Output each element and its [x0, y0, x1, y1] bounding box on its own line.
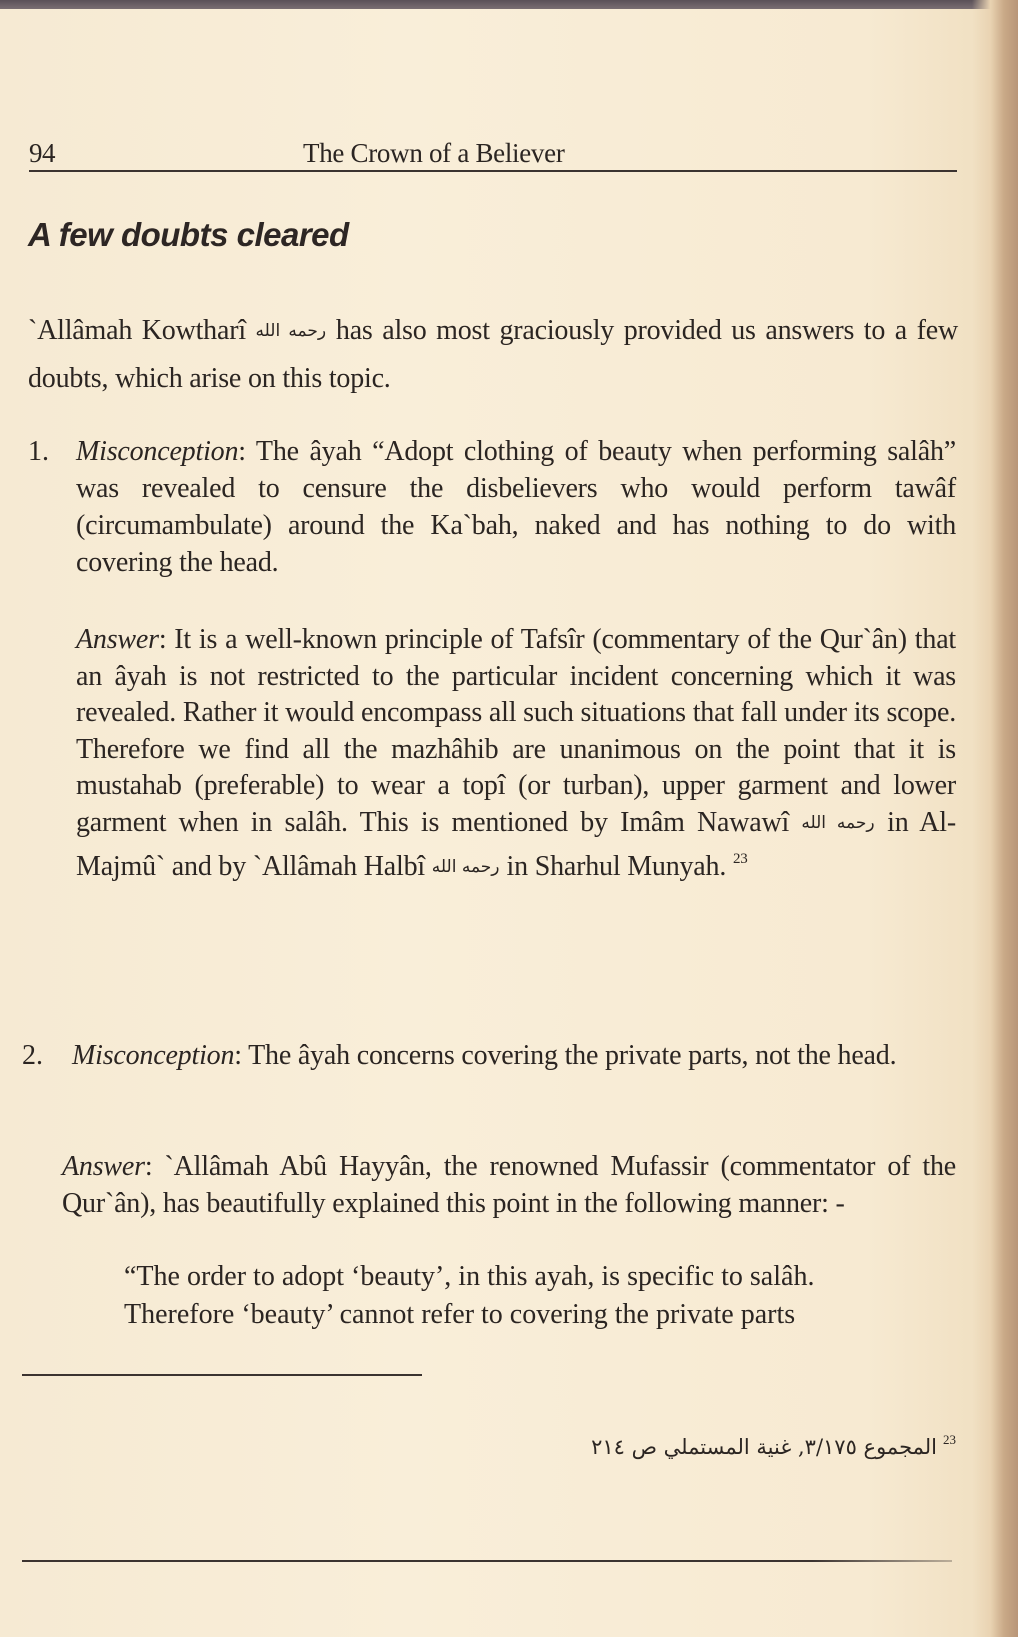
- answer-text: : It is a well-known principle of Tafsîr (commentary of the Qur`ân) that an âyah is not restricted to the particular incident concerning which it was revealed. Rather it would encompass all such situations that fall under its scope. Therefore we find all the mazhâhib are unanimous on the point that it is mustahab (preferable) to wear a topî (or turban), upper garment and lower garment when in salâh. This is mentioned by Imâm Nawawî: [76, 624, 956, 838]
- footnote-separator: [22, 1374, 422, 1376]
- footnote-23: [591, 1432, 956, 1460]
- item-2-answer: [62, 1148, 956, 1222]
- item-1-misconception: [76, 433, 956, 581]
- misconception-label: Misconception: [76, 436, 239, 467]
- intro-text-start: `Allâmah Kowtharî: [28, 315, 246, 346]
- quote-line: “The order to adopt ‘beauty’, in this ayah, is specific to salâh.: [124, 1261, 815, 1292]
- misconception-label: Misconception: [72, 1040, 235, 1071]
- honorific-rahimahullah: رحمه الله: [431, 857, 500, 877]
- item-1-answer: [76, 622, 956, 886]
- footnote-reference[interactable]: 23: [732, 851, 748, 867]
- answer-label: Answer: [62, 1151, 145, 1182]
- misconception-text: : The âyah concerns covering the private parts, not the head.: [234, 1040, 897, 1071]
- page-top-edge: [0, 0, 1018, 9]
- page-number: 94: [29, 138, 55, 168]
- misconception-text: : The âyah “Adopt clothing of beauty when performing salâh” was revealed to censure the disbelievers who would perform tawâf (circumambulate) around the Ka`bah, naked and has nothing to do with covering the head.: [76, 436, 956, 578]
- book-spine-shadow: [972, 0, 1018, 1637]
- page-bottom-rule: [22, 1560, 952, 1562]
- answer-label: Answer: [76, 624, 159, 655]
- running-header: [29, 138, 957, 172]
- intro-paragraph: [28, 307, 958, 403]
- item-number-2: 2.: [22, 1040, 43, 1071]
- book-title: The Crown of a Believer: [303, 138, 565, 168]
- quote-line: Therefore ‘beauty’ cannot refer to covering the private parts: [124, 1299, 796, 1330]
- item-2-misconception: [72, 1037, 956, 1074]
- answer-text-continued: in Al- Majmû` and by `Allâmah Halbî: [76, 806, 956, 882]
- honorific-rahimahullah: رحمه الله: [255, 321, 327, 341]
- section-heading: A few doubts cleared: [28, 216, 349, 253]
- block-quote: [124, 1258, 956, 1334]
- answer-text-end: in Sharhul Munyah.: [506, 851, 727, 882]
- honorific-rahimahullah: رحمه الله: [801, 812, 875, 833]
- answer-text: : `Allâmah Abû Hayyân, the renowned Mufassir (commentator of the Qur`ân), has beautifully explained this point in the following manner: -: [62, 1151, 956, 1219]
- footnote-text: المجموع ٣/١٧٥, غنية المستملي ص ٢١٤: [591, 1435, 937, 1459]
- intro-text-end: has also most graciously provided us answers to a few doubts, which arise on this topic.: [28, 315, 959, 394]
- item-number-1: 1.: [28, 436, 49, 467]
- footnote-number: 23: [943, 1432, 956, 1447]
